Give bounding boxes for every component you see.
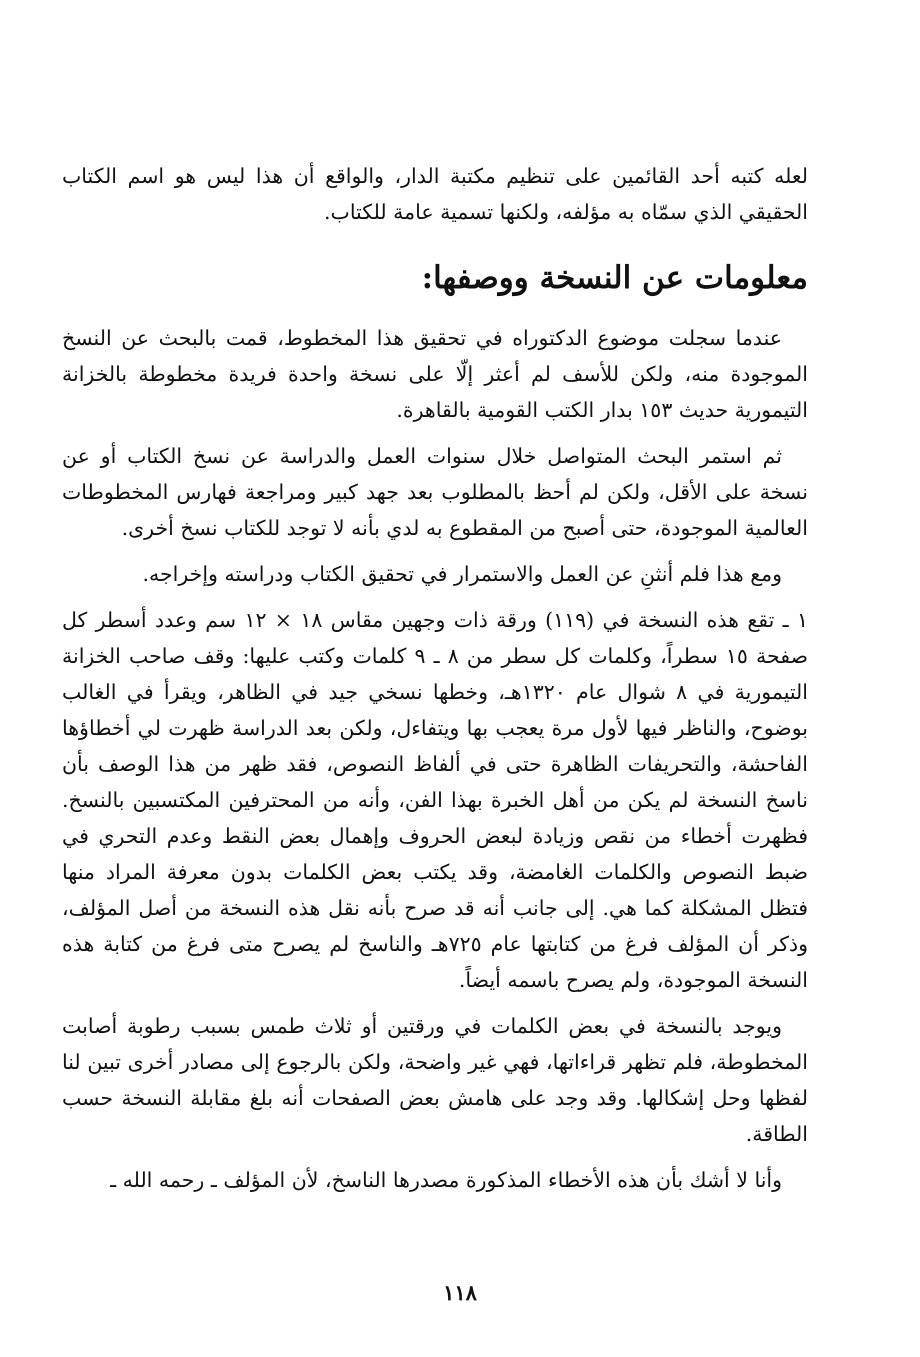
intro-paragraph: لعله كتبه أحد القائمين على تنظيم مكتبة الدار، والواقع أن هذا ليس هو اسم الكتاب الحقيقي الذي سمّاه به مؤلفه، ولكنها تسمية عامة للكتاب. <box>62 164 808 224</box>
page-number: ١١٨ <box>443 1280 477 1305</box>
section-paragraph-1: عندما سجلت موضوع الدكتوراه في تحقيق هذا المخطوط، قمت بالبحث عن النسخ الموجودة منه، ولكن للأسف لم أعثر إلّا على نسخة واحدة فريدة مخطوطة بالخزانة التيمورية حديث ١٥٣ بدار الكتب القومية بالقاهرة. <box>62 326 808 422</box>
section-heading: معلومات عن النسخة ووصفها: <box>421 260 808 296</box>
section-paragraph-2: ثم استمر البحث المتواصل خلال سنوات العمل والدراسة عن نسخ الكتاب أو عن نسخة على الأقل، ولكن لم أحظ بالمطلوب بعد جهد كبير ومراجعة فهارس المخطوطات العالمية الموجودة، حتى أصبح من المقطوع به لدي بأنه لا توجد للكتاب نسخ أخرى. <box>62 444 808 540</box>
section-paragraph-6: وأنا لا أشك بأن هذه الأخطاء المذكورة مصدرها الناسخ، لأن المؤلف ـ رحمه الله ـ <box>110 1168 782 1192</box>
section-paragraph-4: ١ ـ تقع هذه النسخة في (١١٩) ورقة ذات وجهين مقاس ١٨ × ١٢ سم وعدد أسطر كل صفحة ١٥ سطراً، وكلمات كل سطر من ٨ ـ ٩ كلمات وكتب عليها: وقف صاحب الخزانة التيمورية في ٨ شوال عام ١٣٢٠هـ، وخطها نسخي جيد في الظاهر، ويقرأ في الغالب بوضوح، والناظر فيها لأول مرة يعجب بها ويتفاءل، ولكن بعد الدراسة ظهرت لي أخطاؤها الفاحشة، والتحريفات الظاهرة حتى في ألفاظ النصوص، فقد ظهر من هذا الوصف بأن ناسخ النسخة لم يكن من أهل الخبرة بهذا الفن، وأنه من المحترفين المكتسبين بالنسخ. فظهرت أخطاء من نقص وزيادة لبعض الحروف وإهمال بعض النقط وعدم التحري في ضبط النصوص والكلمات الغامضة، وقد يكتب بعض الكلمات بدون معرفة المراد منها فتظل المشكلة كما هي. إلى جانب أنه قد صرح بأنه نقل هذه النسخة من أصل المؤلف، وذكر أن المؤلف فرغ من كتابتها عام ٧٢٥هـ والناسخ لم يصرح متى فرغ من كتابة هذه النسخة الموجودة، ولم يصرح باسمه أيضاً. <box>62 608 809 992</box>
section-paragraph-3: ومع هذا فلم أنثنِ عن العمل والاستمرار في تحقيق الكتاب ودراسته وإخراجه. <box>142 562 782 586</box>
section-paragraph-5: ويوجد بالنسخة في بعض الكلمات في ورقتين أو ثلاث طمس بسبب رطوبة أصابت المخطوطة، فلم تظهر قراءاتها، فهي غير واضحة، ولكن بالرجوع إلى مصادر أخرى تبين لنا لفظها وحل إشكالها. وقد وجد على هامش بعض الصفحات أنه بلغ مقابلة النسخة حسب الطاقة. <box>62 1014 808 1146</box>
page-body <box>62 158 808 1208</box>
